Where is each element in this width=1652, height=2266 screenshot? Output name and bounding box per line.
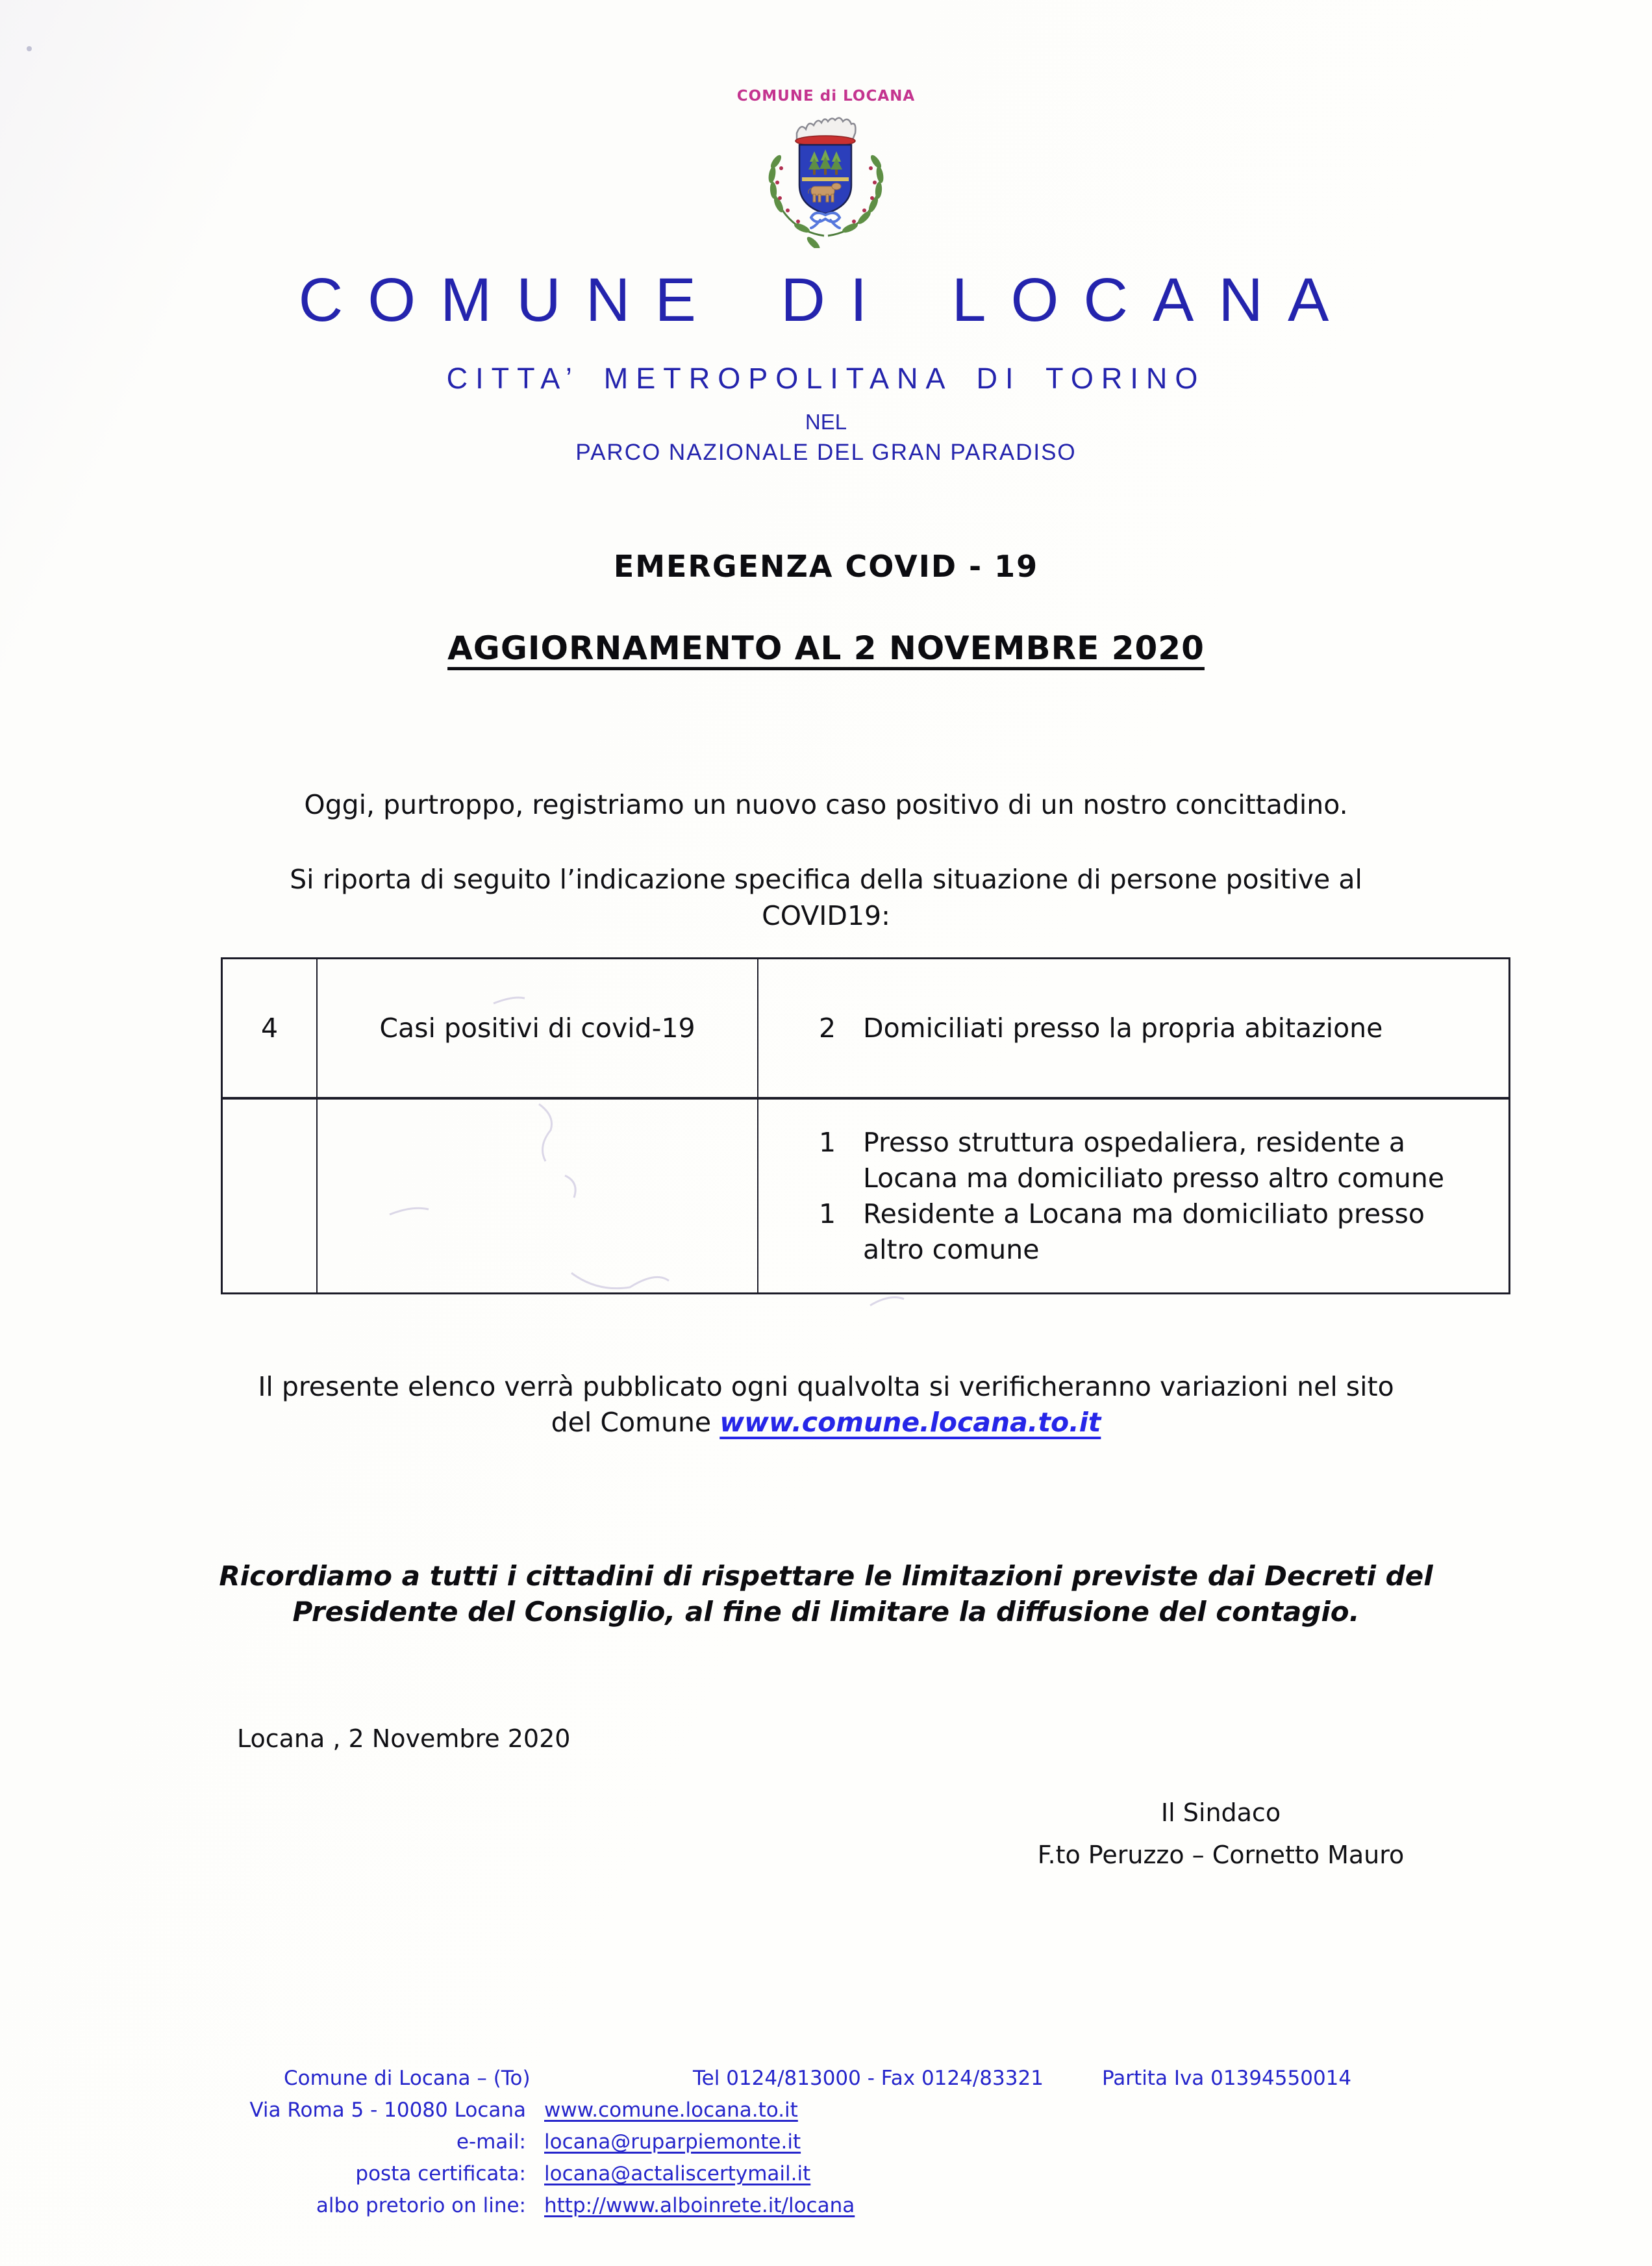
letterhead-line3: NEL [805, 410, 847, 434]
footer-email-link[interactable]: locana@ruparpiemonte.it [544, 2130, 801, 2154]
paragraph-situation-line2: COVID19: [762, 900, 890, 931]
paragraph-new-case: Oggi, purtroppo, registriamo un nuovo caso positivo di un nostro concittadino. [304, 789, 1348, 820]
table-row [222, 1098, 1510, 1294]
dateline: Locana , 2 Novembre 2020 [237, 1724, 571, 1753]
detail-item [759, 1011, 1508, 1046]
footer-line-address [0, 2095, 1652, 2126]
cell-total-label [317, 1098, 758, 1294]
signature-block [1013, 1792, 1429, 1877]
footer-line-albo [0, 2190, 1652, 2222]
paragraph-situation-line1: Si riporta di seguito l’indicazione specifica della situazione di persone positive al [290, 864, 1362, 896]
paragraph-publication-line2: del Comune [551, 1407, 720, 1439]
cell-total-label: Casi positivi di covid-19 [317, 959, 758, 1099]
detail-text: Presso struttura ospedaliera, residente a Locana ma domiciliato presso altro comune [863, 1127, 1445, 1194]
paragraph-reminder-line2: Presidente del Consiglio, al fine di limitare la diffusione del contagio. [292, 1596, 1360, 1628]
detail-item [759, 1196, 1508, 1268]
heading-aggiornamento-text: AGGIORNAMENTO AL 2 NOVEMBRE 2020 [447, 629, 1205, 667]
paragraph-situation [0, 862, 1652, 934]
municipal-crest-icon [751, 108, 901, 248]
signature-role: Il Sindaco [1160, 1798, 1281, 1827]
detail-text: Residente a Locana ma domiciliato presso altro comune [863, 1198, 1425, 1265]
cell-total-count [222, 1098, 318, 1294]
table-row [222, 959, 1510, 1099]
footer-pec-link[interactable]: locana@actaliscertymail.it [544, 2162, 811, 2186]
detail-count: 1 [819, 1127, 836, 1159]
footer-tel-fax: Tel 0124/813000 - Fax 0124/83321 [693, 2067, 1044, 2091]
detail-count: 1 [819, 1198, 836, 1229]
paragraph-publication [0, 1369, 1652, 1441]
footer-albo-link[interactable]: http://www.alboinrete.it/locana [544, 2194, 855, 2218]
cell-total-count: 4 [222, 959, 318, 1099]
footer-website-link[interactable]: www.comune.locana.to.it [544, 2098, 798, 2122]
paragraph-reminder [0, 1558, 1652, 1630]
paragraph-reminder-line1: Ricordiamo a tutti i cittadini di rispettare le limitazioni previste dai Decreti del [219, 1559, 1433, 1592]
covid-cases-table [221, 957, 1510, 1294]
footer-partita-iva: Partita Iva 01394550014 [1102, 2067, 1352, 2091]
letterhead-subtitle: CITTA’ METROPOLITANA DI TORINO [446, 362, 1206, 395]
footer-address-label: Via Roma 5 - 10080 Locana [249, 2098, 526, 2122]
paragraph-publication-line1: Il presente elenco verrà pubblicato ogni qualvolta si verificheranno variazioni nel sito [258, 1371, 1394, 1403]
footer-comune-name: Comune di Locana – (To) [284, 2067, 531, 2091]
detail-item [759, 1125, 1508, 1196]
cell-detail [758, 1098, 1510, 1294]
cell-detail [758, 959, 1510, 1099]
detail-count: 2 [819, 1012, 836, 1044]
footer-email-label: e-mail: [456, 2130, 526, 2154]
detail-text: Domiciliati presso la propria abitazione [863, 1012, 1383, 1044]
heading-emergenza: EMERGENZA COVID - 19 [613, 549, 1039, 584]
footer [0, 2063, 1652, 2222]
crest-container [0, 108, 1652, 251]
footer-line-email [0, 2126, 1652, 2158]
footer-line-pec [0, 2158, 1652, 2190]
signature-name: F.to Peruzzo – Cornetto Mauro [1037, 1840, 1405, 1869]
footer-pec-label: posta certificata: [355, 2162, 526, 2186]
letterhead-line4: PARCO NAZIONALE DEL GRAN PARADISO [575, 440, 1077, 465]
municipality-title: COMUNE DI LOCANA [298, 266, 1354, 334]
heading-aggiornamento [0, 629, 1652, 667]
footer-line-identity [284, 2063, 1652, 2095]
comune-website-link[interactable]: www.comune.locana.to.it [720, 1407, 1101, 1439]
crest-caption: COMUNE di LOCANA [736, 88, 916, 105]
footer-albo-label: albo pretorio on line: [316, 2194, 526, 2218]
